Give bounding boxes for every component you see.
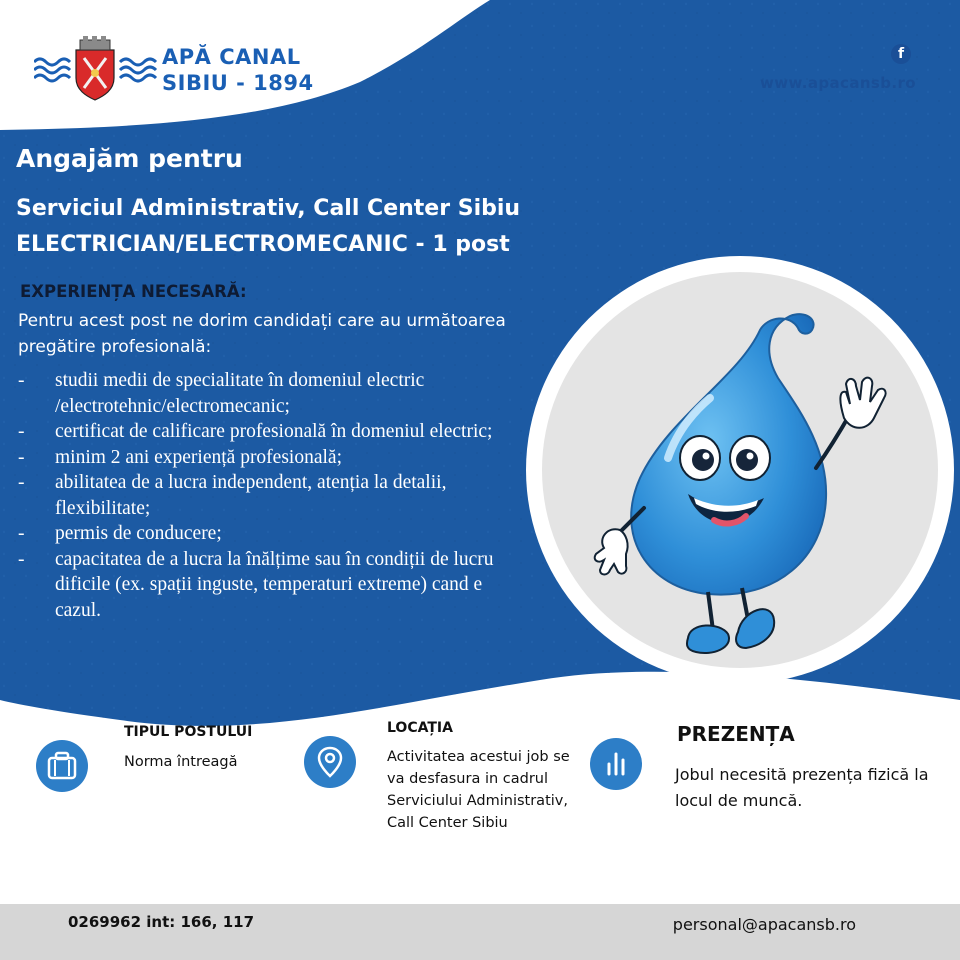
- facebook-icon[interactable]: f: [891, 44, 911, 64]
- location-pin-icon: [304, 736, 356, 788]
- website-link[interactable]: www.apacansb.ro: [759, 74, 916, 92]
- list-item-text: certificat de calificare profesională în domeniul electric;: [55, 421, 493, 442]
- water-drop-mascot: [528, 258, 948, 678]
- list-item: [18, 368, 518, 419]
- list-item-text: abilitatea de a lucra independent, atenția la detalii, flexibilitate;: [55, 472, 447, 519]
- list-item-text: minim 2 ani experiență profesională;: [55, 446, 342, 468]
- experience-title: EXPERIENȚA NECESARĂ:: [20, 282, 247, 301]
- presence-value: Jobul necesită prezența fizică la locul de muncă.: [675, 765, 929, 810]
- bullet-dash: -: [18, 472, 25, 493]
- list-item: [18, 470, 518, 521]
- bullet-dash: -: [18, 446, 25, 468]
- presence-title: PREZENȚA: [677, 722, 795, 746]
- location-value: Activitatea acestui job se va desfasura in cadrul Serviciului Administrativ, Call Center Sibiu: [387, 749, 570, 831]
- page-title: Angajăm pentru: [16, 144, 243, 173]
- bullet-dash: -: [18, 548, 25, 570]
- bullet-dash: -: [18, 370, 25, 391]
- job-type-value: Norma întreagă: [124, 754, 238, 770]
- department-title: Serviciul Administrativ, Call Center Sibiu: [16, 196, 521, 221]
- email-link[interactable]: personal@apacansb.ro: [672, 915, 856, 934]
- list-item: [18, 521, 518, 547]
- brand-name-line1: APĂ CANAL: [162, 45, 301, 69]
- location-title: LOCAȚIA: [387, 720, 453, 736]
- bullet-dash: -: [18, 523, 25, 544]
- list-item-text: permis de conducere;: [55, 523, 222, 544]
- experience-intro: Pentru acest post ne dorim candidați care au următoarea pregătire profesională:: [18, 311, 506, 357]
- phone-number[interactable]: 0269962 int: 166, 117: [68, 913, 255, 931]
- position-title: ELECTRICIAN/ELECTROMECANIC - 1 post: [16, 232, 510, 257]
- list-item: [18, 445, 518, 471]
- list-item: [18, 419, 518, 445]
- job-type-title: TIPUL POSTULUI: [124, 724, 253, 740]
- brand-name: [162, 44, 314, 96]
- list-item-text: studii medii de specialitate în domeniul electric /electrotehnic/electromecanic;: [55, 370, 425, 417]
- list-item: [18, 547, 518, 624]
- experience-list: [18, 368, 518, 623]
- briefcase-icon: [36, 740, 88, 792]
- bullet-dash: -: [18, 421, 25, 442]
- bar-chart-icon: [590, 738, 642, 790]
- brand-name-line2: SIBIU - 1894: [162, 71, 314, 95]
- list-item-text: capacitatea de a lucra la înălțime sau în condiții de lucru dificile (ex. spații inguste, temperaturi extreme) cand e cazul.: [55, 548, 494, 621]
